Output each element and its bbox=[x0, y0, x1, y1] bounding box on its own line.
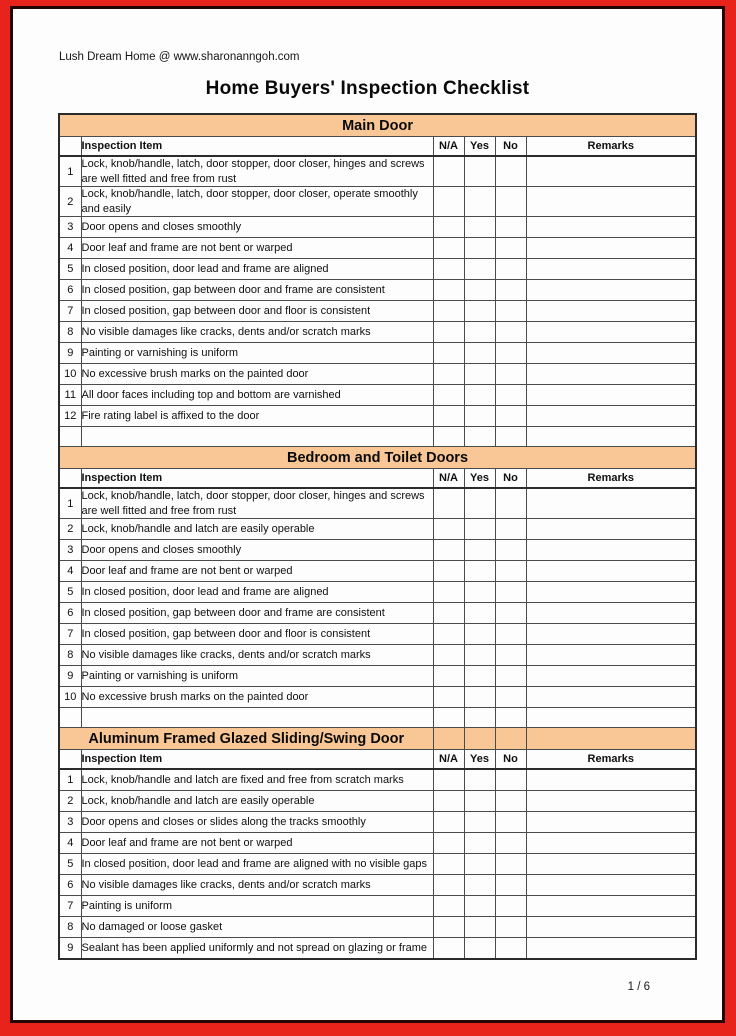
remarks-cell bbox=[526, 896, 696, 917]
yes-cell bbox=[464, 156, 495, 187]
na-cell bbox=[433, 645, 464, 666]
no-cell bbox=[495, 238, 526, 259]
row-number-cell: 1 bbox=[59, 156, 81, 187]
table-row bbox=[59, 561, 696, 582]
na-cell bbox=[433, 603, 464, 624]
inspection-item-cell: No damaged or loose gasket bbox=[81, 917, 433, 938]
remarks-cell bbox=[526, 708, 696, 728]
remarks-cell bbox=[526, 427, 696, 447]
na-cell bbox=[433, 427, 464, 447]
na-cell bbox=[433, 875, 464, 896]
no-cell bbox=[495, 603, 526, 624]
yes-cell bbox=[464, 238, 495, 259]
no-cell bbox=[495, 519, 526, 540]
na-cell bbox=[433, 259, 464, 280]
na-header: N/A bbox=[433, 469, 464, 489]
section-header-row bbox=[59, 114, 696, 137]
checklist-table-body bbox=[59, 114, 696, 959]
row-number-cell: 2 bbox=[59, 791, 81, 812]
page-number: 1 / 6 bbox=[627, 981, 650, 993]
remarks-cell bbox=[526, 322, 696, 343]
yes-cell bbox=[464, 791, 495, 812]
remarks-cell bbox=[526, 854, 696, 875]
inspection-item-cell bbox=[81, 427, 433, 447]
no-cell bbox=[495, 540, 526, 561]
inspection-item-cell: In closed position, door lead and frame are aligned with no visible gaps bbox=[81, 854, 433, 875]
blank-row bbox=[59, 708, 696, 728]
no-cell bbox=[495, 791, 526, 812]
na-cell bbox=[433, 687, 464, 708]
yes-cell bbox=[464, 875, 495, 896]
inspection-item-cell: Door opens and closes or slides along the tracks smoothly bbox=[81, 812, 433, 833]
no-cell bbox=[495, 343, 526, 364]
yes-cell bbox=[464, 896, 495, 917]
inspection-item-cell: Door leaf and frame are not bent or warped bbox=[81, 833, 433, 854]
column-header-row bbox=[59, 750, 696, 770]
yes-cell bbox=[464, 385, 495, 406]
row-number-cell: 5 bbox=[59, 582, 81, 603]
na-cell bbox=[433, 519, 464, 540]
inspection-item-cell bbox=[81, 708, 433, 728]
inspection-item-cell: In closed position, gap between door and floor is consistent bbox=[81, 301, 433, 322]
yes-cell bbox=[464, 708, 495, 728]
yes-cell bbox=[464, 561, 495, 582]
yes-cell bbox=[464, 406, 495, 427]
table-row bbox=[59, 666, 696, 687]
remarks-cell bbox=[526, 917, 696, 938]
na-header: N/A bbox=[433, 750, 464, 770]
no-cell bbox=[495, 488, 526, 519]
yes-cell bbox=[464, 917, 495, 938]
remarks-cell bbox=[526, 938, 696, 960]
na-cell bbox=[433, 561, 464, 582]
no-cell bbox=[495, 938, 526, 960]
column-header-row bbox=[59, 469, 696, 489]
no-cell bbox=[495, 854, 526, 875]
no-cell bbox=[495, 896, 526, 917]
row-number-cell: 7 bbox=[59, 624, 81, 645]
inspection-item-cell: Painting or varnishing is uniform bbox=[81, 666, 433, 687]
inspection-item-cell: Fire rating label is affixed to the door bbox=[81, 406, 433, 427]
no-cell bbox=[495, 769, 526, 791]
na-header: N/A bbox=[433, 137, 464, 157]
inspection-item-cell: No excessive brush marks on the painted door bbox=[81, 364, 433, 385]
inspection-item-cell: Door opens and closes smoothly bbox=[81, 217, 433, 238]
inspection-item-cell: Door leaf and frame are not bent or warped bbox=[81, 238, 433, 259]
remarks-cell bbox=[526, 364, 696, 385]
remarks-cell bbox=[526, 603, 696, 624]
remarks-cell bbox=[526, 217, 696, 238]
yes-header: Yes bbox=[464, 750, 495, 770]
na-cell bbox=[433, 187, 464, 217]
yes-cell bbox=[464, 938, 495, 960]
na-cell bbox=[433, 938, 464, 960]
table-row bbox=[59, 280, 696, 301]
row-number-cell: 9 bbox=[59, 343, 81, 364]
site-header: Lush Dream Home @ www.sharonanngoh.com bbox=[59, 51, 300, 63]
remarks-cell bbox=[526, 156, 696, 187]
inspection-item-header: Inspection Item bbox=[81, 469, 433, 489]
inspection-item-cell: No visible damages like cracks, dents and/or scratch marks bbox=[81, 322, 433, 343]
inspection-item-cell: Lock, knob/handle and latch are easily operable bbox=[81, 519, 433, 540]
yes-cell bbox=[464, 427, 495, 447]
na-cell bbox=[433, 238, 464, 259]
row-number-cell: 5 bbox=[59, 854, 81, 875]
na-cell bbox=[433, 540, 464, 561]
no-cell bbox=[495, 645, 526, 666]
na-cell bbox=[433, 280, 464, 301]
table-row bbox=[59, 791, 696, 812]
inspection-item-cell: In closed position, gap between door and floor is consistent bbox=[81, 624, 433, 645]
row-number-cell: 4 bbox=[59, 238, 81, 259]
row-number-cell: 1 bbox=[59, 769, 81, 791]
remarks-cell bbox=[526, 385, 696, 406]
row-number-cell: 4 bbox=[59, 561, 81, 582]
yes-cell bbox=[464, 301, 495, 322]
no-cell bbox=[495, 708, 526, 728]
inspection-item-cell: Lock, knob/handle and latch are fixed and free from scratch marks bbox=[81, 769, 433, 791]
section-header-row bbox=[59, 447, 696, 469]
no-cell bbox=[495, 427, 526, 447]
yes-cell bbox=[464, 519, 495, 540]
na-cell bbox=[433, 728, 464, 750]
section-title: Bedroom and Toilet Doors bbox=[59, 447, 696, 469]
row-number-cell: 1 bbox=[59, 488, 81, 519]
row-number-cell: 9 bbox=[59, 666, 81, 687]
checklist-table bbox=[58, 113, 697, 960]
table-row bbox=[59, 343, 696, 364]
no-cell bbox=[495, 187, 526, 217]
row-number-header bbox=[59, 469, 81, 489]
yes-cell bbox=[464, 833, 495, 854]
yes-cell bbox=[464, 812, 495, 833]
na-cell bbox=[433, 156, 464, 187]
inspection-item-cell: No visible damages like cracks, dents and/or scratch marks bbox=[81, 645, 433, 666]
remarks-cell bbox=[526, 582, 696, 603]
no-cell bbox=[495, 406, 526, 427]
na-cell bbox=[433, 769, 464, 791]
yes-cell bbox=[464, 488, 495, 519]
yes-cell bbox=[464, 217, 495, 238]
row-number-cell: 12 bbox=[59, 406, 81, 427]
remarks-cell bbox=[526, 301, 696, 322]
row-number-cell: 8 bbox=[59, 322, 81, 343]
remarks-cell bbox=[526, 280, 696, 301]
no-cell bbox=[495, 917, 526, 938]
inspection-item-cell: In closed position, gap between door and frame are consistent bbox=[81, 280, 433, 301]
page-title: Home Buyers' Inspection Checklist bbox=[205, 78, 530, 99]
table-row bbox=[59, 364, 696, 385]
na-cell bbox=[433, 364, 464, 385]
table-row bbox=[59, 875, 696, 896]
inspection-item-cell: Lock, knob/handle, latch, door stopper, door closer, operate smoothly and easily bbox=[81, 187, 433, 217]
na-cell bbox=[433, 896, 464, 917]
row-number-cell: 3 bbox=[59, 217, 81, 238]
yes-cell bbox=[464, 603, 495, 624]
document-page bbox=[10, 6, 725, 1023]
remarks-cell bbox=[526, 645, 696, 666]
table-row bbox=[59, 833, 696, 854]
yes-cell bbox=[464, 540, 495, 561]
table-row bbox=[59, 603, 696, 624]
inspection-item-cell: Sealant has been applied uniformly and not spread on glazing or frame bbox=[81, 938, 433, 960]
blank-row bbox=[59, 427, 696, 447]
na-cell bbox=[433, 322, 464, 343]
no-header: No bbox=[495, 137, 526, 157]
row-number-cell: 6 bbox=[59, 875, 81, 896]
table-row bbox=[59, 540, 696, 561]
no-cell bbox=[495, 728, 526, 750]
table-row bbox=[59, 519, 696, 540]
remarks-cell bbox=[526, 666, 696, 687]
na-cell bbox=[433, 812, 464, 833]
no-cell bbox=[495, 364, 526, 385]
inspection-item-cell: In closed position, door lead and frame are aligned bbox=[81, 259, 433, 280]
remarks-cell bbox=[526, 343, 696, 364]
yes-cell bbox=[464, 322, 495, 343]
table-row bbox=[59, 156, 696, 187]
na-cell bbox=[433, 791, 464, 812]
row-number-cell: 6 bbox=[59, 603, 81, 624]
row-number-cell: 11 bbox=[59, 385, 81, 406]
remarks-cell bbox=[526, 187, 696, 217]
yes-cell bbox=[464, 259, 495, 280]
no-cell bbox=[495, 624, 526, 645]
no-cell bbox=[495, 812, 526, 833]
remarks-header: Remarks bbox=[526, 469, 696, 489]
na-cell bbox=[433, 385, 464, 406]
inspection-item-header: Inspection Item bbox=[81, 137, 433, 157]
table-row bbox=[59, 217, 696, 238]
na-cell bbox=[433, 217, 464, 238]
inspection-item-cell: Painting or varnishing is uniform bbox=[81, 343, 433, 364]
remarks-cell bbox=[526, 488, 696, 519]
no-cell bbox=[495, 259, 526, 280]
no-cell bbox=[495, 687, 526, 708]
table-row bbox=[59, 938, 696, 960]
table-row bbox=[59, 187, 696, 217]
remarks-header: Remarks bbox=[526, 137, 696, 157]
remarks-cell bbox=[526, 687, 696, 708]
inspection-item-cell: Lock, knob/handle and latch are easily operable bbox=[81, 791, 433, 812]
table-row bbox=[59, 301, 696, 322]
row-number-cell: 2 bbox=[59, 187, 81, 217]
no-cell bbox=[495, 217, 526, 238]
na-cell bbox=[433, 624, 464, 645]
no-header: No bbox=[495, 750, 526, 770]
inspection-item-cell: All door faces including top and bottom are varnished bbox=[81, 385, 433, 406]
yes-cell bbox=[464, 280, 495, 301]
row-number-cell: 6 bbox=[59, 280, 81, 301]
row-number-cell: 7 bbox=[59, 301, 81, 322]
na-cell bbox=[433, 301, 464, 322]
na-cell bbox=[433, 488, 464, 519]
no-cell bbox=[495, 280, 526, 301]
yes-cell bbox=[464, 582, 495, 603]
yes-cell bbox=[464, 769, 495, 791]
yes-cell bbox=[464, 854, 495, 875]
row-number-header bbox=[59, 137, 81, 157]
table-row bbox=[59, 582, 696, 603]
remarks-cell bbox=[526, 769, 696, 791]
remarks-cell bbox=[526, 406, 696, 427]
no-cell bbox=[495, 561, 526, 582]
yes-header: Yes bbox=[464, 469, 495, 489]
na-cell bbox=[433, 406, 464, 427]
row-number-cell: 3 bbox=[59, 812, 81, 833]
inspection-item-cell: In closed position, gap between door and frame are consistent bbox=[81, 603, 433, 624]
row-number-cell bbox=[59, 708, 81, 728]
table-row bbox=[59, 896, 696, 917]
yes-cell bbox=[464, 687, 495, 708]
section-title: Aluminum Framed Glazed Sliding/Swing Door bbox=[59, 728, 433, 750]
no-cell bbox=[495, 875, 526, 896]
table-row bbox=[59, 385, 696, 406]
remarks-cell bbox=[526, 519, 696, 540]
table-row bbox=[59, 645, 696, 666]
na-cell bbox=[433, 917, 464, 938]
row-number-header bbox=[59, 750, 81, 770]
row-number-cell bbox=[59, 427, 81, 447]
remarks-cell bbox=[526, 875, 696, 896]
row-number-cell: 4 bbox=[59, 833, 81, 854]
remarks-header: Remarks bbox=[526, 750, 696, 770]
inspection-item-cell: Door opens and closes smoothly bbox=[81, 540, 433, 561]
na-cell bbox=[433, 833, 464, 854]
remarks-cell bbox=[526, 791, 696, 812]
table-row bbox=[59, 769, 696, 791]
na-cell bbox=[433, 708, 464, 728]
no-cell bbox=[495, 301, 526, 322]
row-number-cell: 5 bbox=[59, 259, 81, 280]
inspection-item-cell: Painting is uniform bbox=[81, 896, 433, 917]
column-header-row bbox=[59, 137, 696, 157]
row-number-cell: 9 bbox=[59, 938, 81, 960]
inspection-item-cell: Lock, knob/handle, latch, door stopper, door closer, hinges and screws are well fitted and free from rust bbox=[81, 488, 433, 519]
remarks-cell bbox=[526, 561, 696, 582]
yes-cell bbox=[464, 187, 495, 217]
remarks-cell bbox=[526, 238, 696, 259]
table-row bbox=[59, 238, 696, 259]
remarks-cell bbox=[526, 540, 696, 561]
inspection-item-cell: No visible damages like cracks, dents and/or scratch marks bbox=[81, 875, 433, 896]
row-number-cell: 3 bbox=[59, 540, 81, 561]
inspection-item-cell: Door leaf and frame are not bent or warped bbox=[81, 561, 433, 582]
remarks-cell bbox=[526, 812, 696, 833]
table-row bbox=[59, 624, 696, 645]
remarks-cell bbox=[526, 624, 696, 645]
row-number-cell: 8 bbox=[59, 917, 81, 938]
inspection-item-cell: In closed position, door lead and frame are aligned bbox=[81, 582, 433, 603]
yes-cell bbox=[464, 645, 495, 666]
no-cell bbox=[495, 322, 526, 343]
yes-cell bbox=[464, 364, 495, 385]
remarks-cell bbox=[526, 833, 696, 854]
yes-cell bbox=[464, 666, 495, 687]
no-header: No bbox=[495, 469, 526, 489]
no-cell bbox=[495, 833, 526, 854]
na-cell bbox=[433, 666, 464, 687]
section-title: Main Door bbox=[59, 114, 696, 137]
remarks-cell bbox=[526, 728, 696, 750]
na-cell bbox=[433, 854, 464, 875]
table-row bbox=[59, 406, 696, 427]
row-number-cell: 8 bbox=[59, 645, 81, 666]
yes-cell bbox=[464, 728, 495, 750]
no-cell bbox=[495, 666, 526, 687]
yes-cell bbox=[464, 624, 495, 645]
row-number-cell: 2 bbox=[59, 519, 81, 540]
table-row bbox=[59, 322, 696, 343]
inspection-item-cell: No excessive brush marks on the painted door bbox=[81, 687, 433, 708]
inspection-item-cell: Lock, knob/handle, latch, door stopper, door closer, hinges and screws are well fitted and free from rust bbox=[81, 156, 433, 187]
table-row bbox=[59, 488, 696, 519]
inspection-item-header: Inspection Item bbox=[81, 750, 433, 770]
na-cell bbox=[433, 343, 464, 364]
no-cell bbox=[495, 156, 526, 187]
yes-header: Yes bbox=[464, 137, 495, 157]
remarks-cell bbox=[526, 259, 696, 280]
yes-cell bbox=[464, 343, 495, 364]
row-number-cell: 10 bbox=[59, 364, 81, 385]
table-row bbox=[59, 687, 696, 708]
no-cell bbox=[495, 385, 526, 406]
table-row bbox=[59, 259, 696, 280]
no-cell bbox=[495, 582, 526, 603]
na-cell bbox=[433, 582, 464, 603]
row-number-cell: 10 bbox=[59, 687, 81, 708]
table-row bbox=[59, 812, 696, 833]
row-number-cell: 7 bbox=[59, 896, 81, 917]
section-header-row bbox=[59, 728, 696, 750]
table-row bbox=[59, 917, 696, 938]
table-row bbox=[59, 854, 696, 875]
